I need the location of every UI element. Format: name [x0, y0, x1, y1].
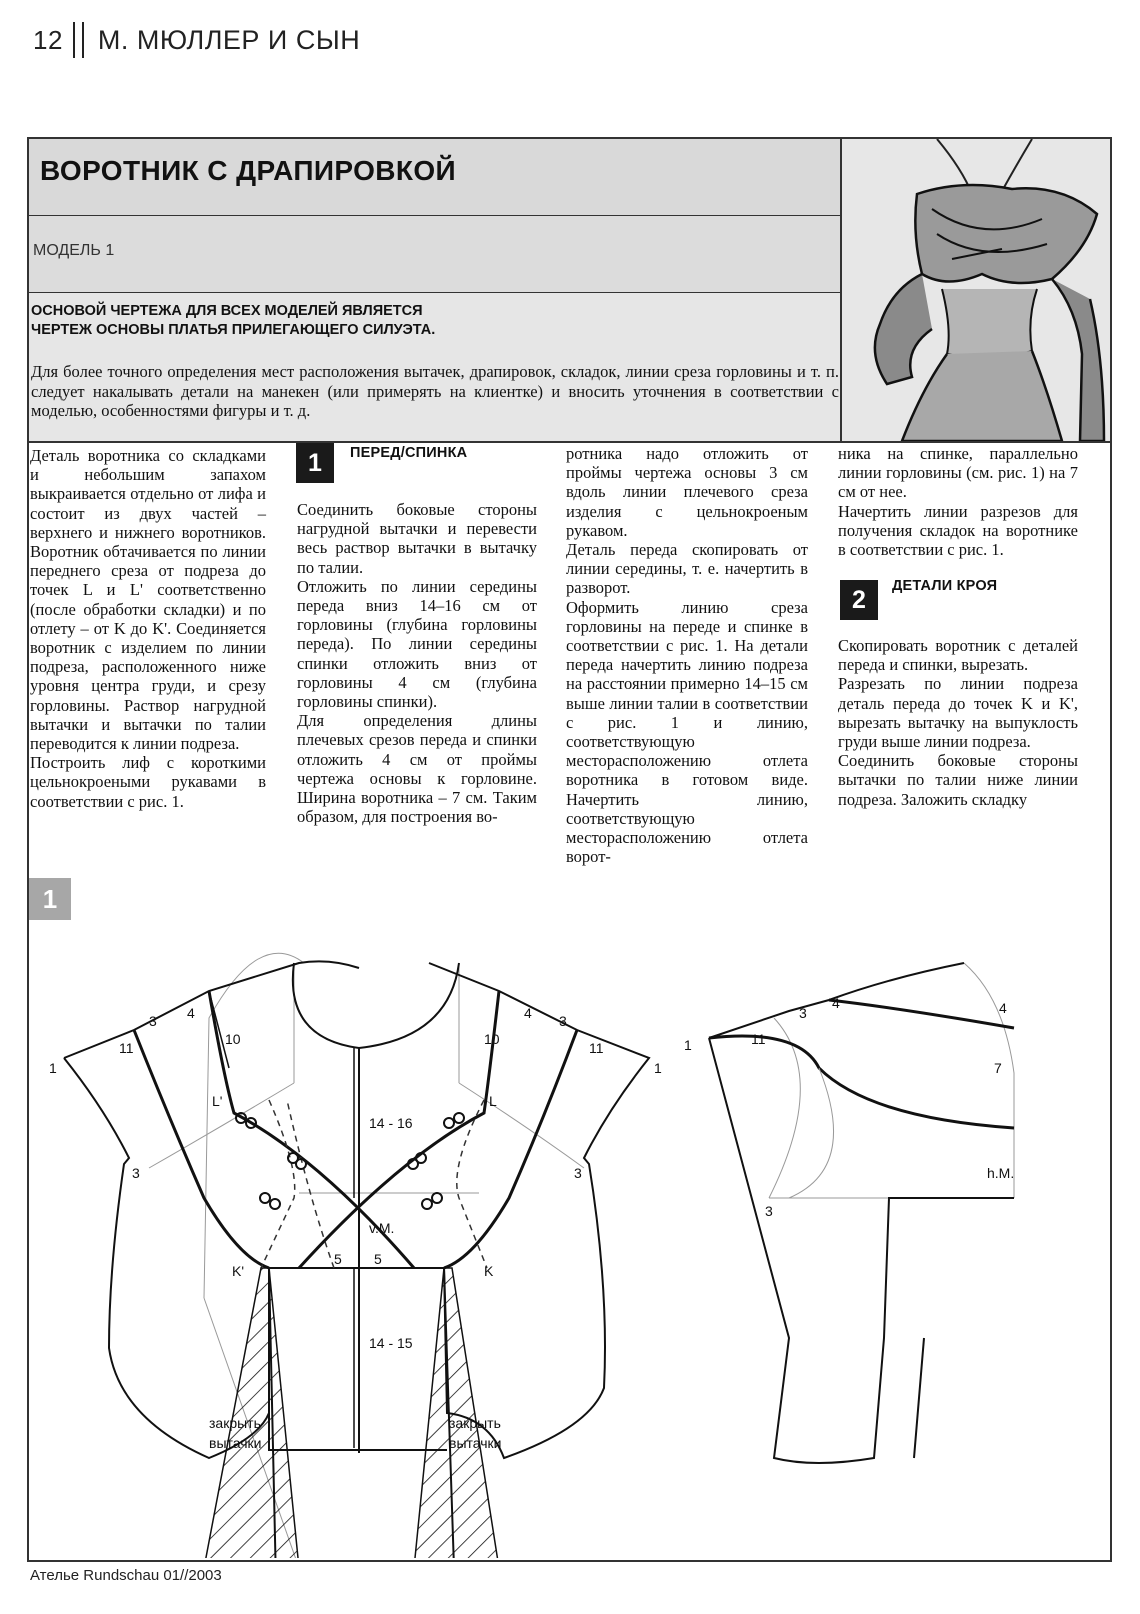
label-11-back: 11: [751, 1031, 766, 1047]
header-divider: [73, 22, 84, 58]
label-11-right: 11: [589, 1040, 604, 1056]
col4-paragraph-3: Скопировать воротник с деталей переда и спинки, вырезать.: [838, 636, 1078, 675]
label-3-back-side: 3: [765, 1203, 773, 1219]
figure-number-badge: 1: [29, 878, 71, 920]
label-kprime: K': [232, 1263, 245, 1279]
col4-paragraph-5: Соединить боковые стороны вытачки по талии ниже линии подреза. Заложить складку: [838, 751, 1078, 809]
label-k: K: [484, 1263, 494, 1279]
article-title: ВОРОТНИК С ДРАПИРОВКОЙ: [40, 155, 457, 186]
label-10-right: 10: [484, 1031, 500, 1047]
label-close-darts-left-2: вытачки: [209, 1435, 262, 1451]
col2-paragraph-2: Отложить по линии середины переда вниз 14–16 см от горловины (глубина горловины переда). По линии середины спинки отложить вниз от горловины 4 см (глубина горловины спинки).: [297, 576, 537, 712]
label-l: L: [489, 1093, 497, 1109]
label-10-left: 10: [225, 1031, 241, 1047]
lead-line-2: ЧЕРТЕЖ ОСНОВЫ ПЛАТЬЯ ПРИЛЕГАЮЩЕГО СИЛУЭТА.: [31, 322, 436, 338]
text-column-2: [297, 500, 537, 826]
col3-paragraph-1: ротника надо отложить от проймы чертежа основы 3 см вдоль линии плечевого среза изделия с цельнокроеным рукавом.: [566, 444, 808, 540]
label-4-right: 4: [524, 1005, 532, 1021]
label-5-left: 5: [334, 1251, 342, 1267]
label-depth-low: 14 - 15: [369, 1335, 413, 1351]
label-close-darts-left-1: закрыть: [209, 1415, 261, 1431]
intro-paragraph: Для более точного определения мест расположения вытачек, драпировок, складок, линии среза горловины и т. п. следует накалывать детали на манекен (или примерять на клиентке) и вносить уточнения в соответствии с моделью, особенностями фигуры и т. д.: [31, 362, 839, 420]
label-4-back: 4: [832, 995, 840, 1011]
section-2-heading: ДЕТАЛИ КРОЯ: [892, 578, 998, 594]
section-2-badge: 2: [840, 580, 878, 620]
label-3-side-right: 3: [574, 1165, 582, 1181]
col2-paragraph-1: Соединить боковые стороны нагрудной вытачки и перевести весь раствор вытачки в вытачку по талии.: [297, 500, 537, 577]
label-depth-front: 14 - 16: [369, 1115, 413, 1131]
label-4-back-side: 4: [999, 1000, 1007, 1016]
label-close-darts-right-1: закрыть: [449, 1415, 501, 1431]
text-column-4: [838, 444, 1078, 559]
label-3-left: 3: [149, 1013, 157, 1029]
label-hm: h.M.: [987, 1165, 1015, 1181]
footer-source: Ателье Rundschau 01//2003: [30, 1567, 222, 1584]
label-1-back: 1: [684, 1037, 692, 1053]
model-label: МОДЕЛЬ 1: [33, 242, 115, 259]
label-5-right: 5: [374, 1251, 382, 1267]
label-3-back: 3: [799, 1005, 807, 1021]
section-1-heading: ПЕРЕД/СПИНКА: [350, 445, 468, 461]
label-close-darts-right-2: вытачки: [449, 1435, 502, 1451]
section-divider: [29, 441, 1110, 443]
label-3-side-left: 3: [132, 1165, 140, 1181]
section-1-badge: 1: [296, 443, 334, 483]
publisher-name: М. МЮЛЛЕР И СЫН: [97, 24, 361, 55]
text-column-3: [566, 444, 808, 866]
model-row: [29, 216, 841, 293]
col4-paragraph-2: Начертить линии разрезов для получения складок на воротнике в соответствии с рис. 1.: [838, 501, 1078, 560]
text-column-1: [30, 446, 266, 811]
lead-line-1: ОСНОВОЙ ЧЕРТЕЖА ДЛЯ ВСЕХ МОДЕЛЕЙ ЯВЛЯЕТСЯ: [31, 303, 423, 319]
label-vm: v.M.: [369, 1220, 395, 1236]
label-1-left: 1: [49, 1060, 57, 1076]
fashion-illustration: [842, 139, 1110, 441]
col4-paragraph-1: ника на спинке, параллельно линии горловины (см. рис. 1) на 7 см от нее.: [838, 444, 1078, 502]
col1-paragraph-2: Построить лиф с короткими цельнокроеными рукавами в соответствии с рис. 1.: [30, 753, 266, 811]
col3-paragraph-3: Оформить линию среза горловины на переде и спинке в соответствии с рис. 1. На детали переда начертить линию подреза на расстоянии примерно 14–15 см выше линии талии в соответствии с рис. 1 и линию, соответствующую месторасположению отлета воротника в готовом виде. Начертить линию, соответствующую месторасположению отлета ворот-: [566, 597, 808, 867]
label-4-left: 4: [187, 1005, 195, 1021]
label-1-right: 1: [654, 1060, 662, 1076]
col1-paragraph-1: Деталь воротника со складками и небольшим запахом выкраивается отдельно от лифа и состоит из двух частей – верхнего и нижнего воротников. Воротник обтачивается по линии переднего среза от подреза до точек L и L' соответственно (после обработки складки) и по отлету – от K до K'. Соединяется воротник с изделием по линии подреза, расположенного ниже уровня центра груди, и срезу горловины. Раствор нагрудной вытачки и вытачки по талии переводится к линии подреза.: [30, 446, 266, 754]
label-lprime: L': [212, 1093, 223, 1109]
page-number: 12: [33, 24, 63, 55]
lead-text: [31, 302, 811, 340]
pattern-diagram: [29, 868, 1109, 1563]
label-7-back: 7: [994, 1060, 1002, 1076]
col2-paragraph-3: Для определения длины плечевых срезов переда и спинки отложить 4 см от проймы чертежа основы к горловине. Ширина воротника – 7 см. Таким образом, для построения во-: [297, 711, 537, 827]
label-11-left: 11: [119, 1040, 134, 1056]
label-3-right: 3: [559, 1013, 567, 1029]
col3-paragraph-2: Деталь переда скопировать от линии середины, т. е. начертить в разворот.: [566, 540, 808, 598]
col4-paragraph-4: Разрезать по линии подреза деталь переда до точек K и K', вырезать вытачку на выпуклость груди выше линии подреза.: [838, 674, 1078, 752]
page-header: [33, 22, 360, 58]
text-column-4-continued: [838, 636, 1078, 809]
